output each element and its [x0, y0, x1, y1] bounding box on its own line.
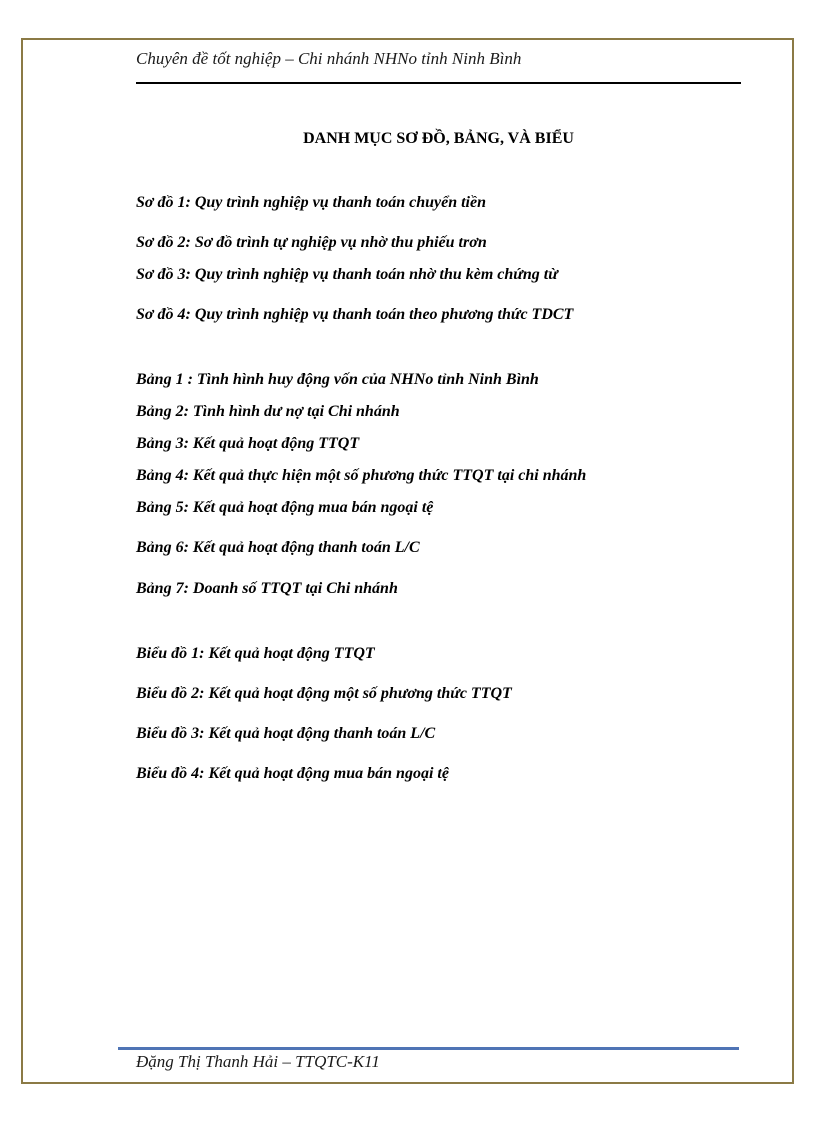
footer-rule [118, 1047, 739, 1050]
chart-list-item: Biểu đồ 2: Kết quả hoạt động một số phương thức TTQT [136, 685, 512, 702]
table-list-item: Bảng 2: Tình hình dư nợ tại Chi nhánh [136, 403, 400, 420]
running-footer: Đặng Thị Thanh Hải – TTQTC-K11 [136, 1052, 380, 1071]
chart-list-item: Biểu đồ 3: Kết quả hoạt động thanh toán L/C [136, 725, 436, 742]
running-header: Chuyên đề tốt nghiệp – Chi nhánh NHNo tỉnh Ninh Bình [136, 49, 522, 68]
table-list-item: Bảng 5: Kết quả hoạt động mua bán ngoại tệ [136, 499, 434, 516]
diagram-list-item: Sơ đồ 3: Quy trình nghiệp vụ thanh toán nhờ thu kèm chứng từ [136, 266, 558, 283]
table-list-item: Bảng 1 : Tình hình huy động vốn của NHNo tỉnh Ninh Bình [136, 371, 539, 388]
table-list-item: Bảng 7: Doanh số TTQT tại Chi nhánh [136, 580, 398, 597]
diagram-list-item: Sơ đồ 1: Quy trình nghiệp vụ thanh toán chuyển tiền [136, 194, 486, 211]
diagram-list-item: Sơ đồ 4: Quy trình nghiệp vụ thanh toán theo phương thức TDCT [136, 306, 574, 323]
chart-list-item: Biểu đồ 4: Kết quả hoạt động mua bán ngoại tệ [136, 765, 449, 782]
table-list-item: Bảng 3: Kết quả hoạt động TTQT [136, 435, 360, 452]
chart-list-item: Biểu đồ 1: Kết quả hoạt động TTQT [136, 645, 375, 662]
diagram-list-item: Sơ đồ 2: Sơ đồ trình tự nghiệp vụ nhờ thu phiếu trơn [136, 234, 487, 251]
table-list-item: Bảng 4: Kết quả thực hiện một số phương thức TTQT tại chi nhánh [136, 467, 587, 484]
header-rule [136, 82, 741, 84]
page-title: DANH MỤC SƠ ĐỒ, BẢNG, VÀ BIỂU [303, 130, 574, 147]
table-list-item: Bảng 6: Kết quả hoạt động thanh toán L/C [136, 539, 420, 556]
